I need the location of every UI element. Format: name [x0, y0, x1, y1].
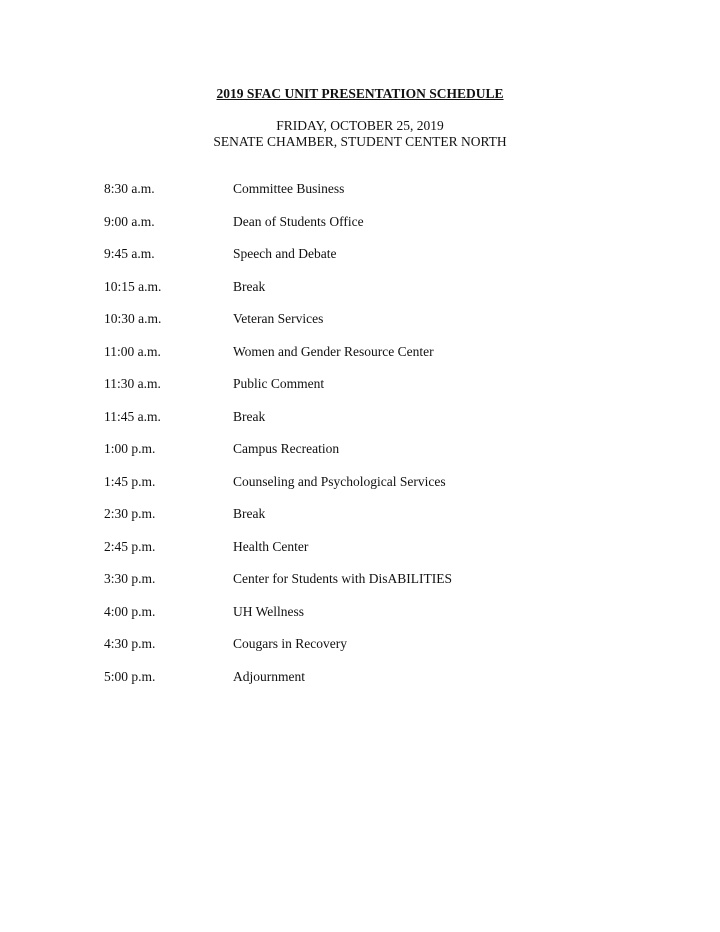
date-line: FRIDAY, OCTOBER 25, 2019	[276, 118, 444, 133]
schedule-time: 8:30 a.m.	[104, 181, 155, 196]
schedule-event: Dean of Students Office	[233, 213, 364, 229]
schedule-time: 10:30 a.m.	[104, 311, 162, 326]
schedule-row	[104, 343, 624, 376]
schedule-time: 3:30 p.m.	[104, 571, 156, 586]
schedule-event: Adjournment	[233, 668, 305, 684]
schedule-row	[104, 375, 624, 408]
schedule-event: Break	[233, 408, 266, 424]
schedule-row	[104, 180, 624, 213]
schedule-event: Cougars in Recovery	[233, 636, 347, 651]
schedule-row	[104, 668, 624, 701]
schedule-event: Break	[233, 278, 266, 294]
schedule-time: 11:45 a.m.	[104, 408, 161, 424]
schedule-row	[104, 245, 624, 278]
schedule-event: Health Center	[233, 538, 309, 554]
schedule-row	[104, 278, 624, 311]
schedule-event: Committee Business	[233, 181, 345, 196]
document-title: 2019 SFAC UNIT PRESENTATION SCHEDULE	[216, 86, 504, 101]
schedule-event: Center for Students with DisABILITIES	[233, 571, 452, 586]
schedule-event: Counseling and Psychological Services	[233, 473, 446, 489]
schedule-event: Veteran Services	[233, 311, 324, 326]
schedule-time: 1:00 p.m.	[104, 441, 156, 456]
schedule-row	[104, 505, 624, 538]
schedule-time: 4:30 p.m.	[104, 636, 156, 651]
schedule-row	[104, 603, 624, 636]
schedule-time: 9:45 a.m.	[104, 246, 155, 261]
schedule-time: 9:00 a.m.	[104, 213, 155, 229]
schedule-time: 5:00 p.m.	[104, 668, 156, 684]
schedule-time: 4:00 p.m.	[104, 603, 156, 619]
schedule-event: Break	[233, 506, 266, 521]
schedule-time: 2:30 p.m.	[104, 506, 156, 521]
schedule-row	[104, 570, 624, 603]
schedule-event: Women and Gender Resource Center	[233, 343, 434, 359]
schedule-time: 11:00 a.m.	[104, 343, 161, 359]
schedule-time: 1:45 p.m.	[104, 473, 156, 489]
schedule-event: Speech and Debate	[233, 246, 337, 261]
location-line: SENATE CHAMBER, STUDENT CENTER NORTH	[213, 134, 507, 149]
schedule-time: 11:30 a.m.	[104, 376, 161, 391]
schedule-time: 10:15 a.m.	[104, 278, 162, 294]
schedule-row	[104, 213, 624, 246]
schedule-event: Public Comment	[233, 376, 325, 391]
schedule-row	[104, 310, 624, 343]
schedule-row	[104, 408, 624, 441]
schedule-time: 2:45 p.m.	[104, 538, 156, 554]
schedule-row	[104, 440, 624, 473]
schedule-event: Campus Recreation	[233, 441, 340, 456]
schedule-list	[104, 180, 624, 700]
schedule-row	[104, 635, 624, 668]
schedule-event: UH Wellness	[233, 603, 305, 619]
schedule-row	[104, 538, 624, 571]
schedule-row	[104, 473, 624, 506]
